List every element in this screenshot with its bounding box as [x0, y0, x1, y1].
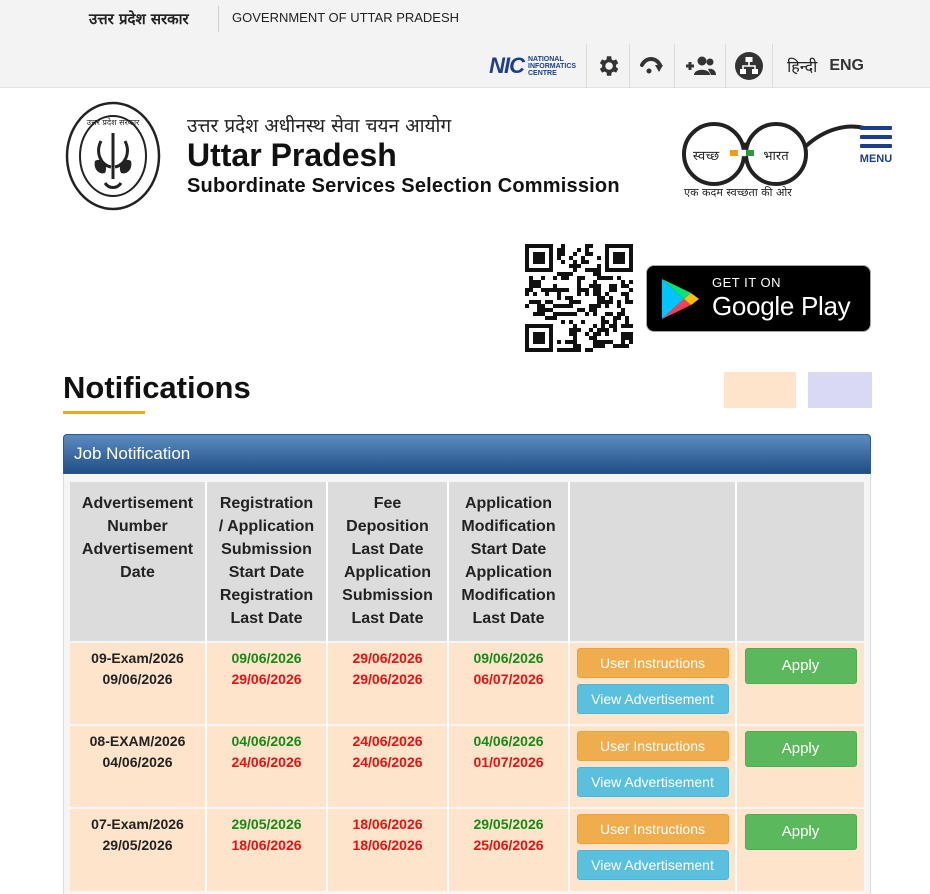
commission-subtitle: Subordinate Services Selection Commission: [187, 175, 620, 197]
advertisement-cell: 09-Exam/2026 09/06/2026: [70, 642, 206, 725]
language-switch: [772, 44, 878, 88]
registration-dates-cell: 04/06/2026 24/06/2026: [206, 725, 327, 808]
gear-icon: [595, 53, 621, 79]
registration-dates-cell: 29/05/2026 18/06/2026: [206, 808, 327, 891]
fee-dates-cell: 18/06/2026 18/06/2026: [327, 808, 448, 891]
column-header-advertisement: Advertisement Number Advertisement Date: [70, 482, 206, 642]
google-play-big-text: Google Play: [712, 291, 851, 321]
apply-button[interactable]: Apply: [745, 814, 857, 850]
svg-text:एक कदम स्वच्छता की ओर: एक कदम स्वच्छता की ओर: [684, 186, 792, 199]
column-header-modification: Application Modification Start Date Application Modification Last Date: [448, 482, 569, 642]
apply-cell: [736, 642, 864, 725]
user-instructions-button[interactable]: User Instructions: [577, 814, 729, 844]
government-name-english: GOVERNMENT OF UTTAR PRADESH: [232, 10, 460, 25]
nic-logo-mark: NIC: [489, 53, 524, 78]
skip-to-content-icon: [638, 53, 666, 79]
user-instructions-button[interactable]: User Instructions: [577, 648, 729, 678]
svg-text:स्वच्छ: स्वच्छ: [692, 149, 720, 164]
language-english-link[interactable]: ENG: [829, 57, 864, 74]
menu-button[interactable]: [856, 126, 896, 172]
column-header-fee-deposition: Fee Deposition Last Date Application Submission Last Date: [327, 482, 448, 642]
job-notification-panel-header: Job Notification: [63, 434, 871, 474]
google-play-small-text: GET IT ON: [712, 275, 782, 290]
language-hindi-link[interactable]: हिन्दी: [787, 57, 818, 76]
job-notification-table: [70, 482, 864, 891]
view-advertisement-button[interactable]: View Advertisement: [577, 850, 729, 880]
skip-to-content-button[interactable]: [629, 44, 674, 88]
table-header-row: [70, 482, 864, 642]
actions-cell: [569, 808, 736, 891]
government-name-hindi: उत्तर प्रदेश सरकार: [89, 10, 189, 28]
registration-dates-cell: 09/06/2026 29/06/2026: [206, 642, 327, 725]
table-row: [70, 725, 864, 808]
svg-text:भारत: भारत: [763, 149, 789, 164]
apply-cell: [736, 725, 864, 808]
add-user-icon: [683, 53, 717, 79]
google-play-icon: [660, 277, 700, 321]
nic-logo[interactable]: [481, 44, 586, 88]
actions-cell: [569, 725, 736, 808]
user-instructions-button[interactable]: User Instructions: [577, 731, 729, 761]
advertisement-cell: 07-Exam/2026 29/05/2026: [70, 808, 206, 891]
apply-button[interactable]: Apply: [745, 648, 857, 684]
commission-title: Uttar Pradesh: [187, 137, 397, 173]
actions-cell: [569, 642, 736, 725]
settings-button[interactable]: [586, 44, 629, 88]
modification-dates-cell: 04/06/2026 01/07/2026: [448, 725, 569, 808]
heading-underline: [63, 411, 145, 414]
add-user-button[interactable]: [674, 44, 725, 88]
advertisement-cell: 08-EXAM/2026 04/06/2026: [70, 725, 206, 808]
legend-swatch-open: [724, 372, 796, 408]
hamburger-icon: [856, 126, 896, 148]
column-header-registration: Registration / Application Submission Start Date Registration Last Date: [206, 482, 327, 642]
swachh-bharat-logo: [676, 114, 866, 204]
divider: [218, 6, 219, 32]
view-advertisement-button[interactable]: View Advertisement: [577, 684, 729, 714]
up-state-emblem[interactable]: [65, 101, 161, 211]
google-play-badge[interactable]: [646, 265, 871, 332]
emblem-text: उत्तर प्रदेश सरकार: [86, 118, 140, 127]
nic-logo-text: NATIONAL INFORMATICS CENTRE: [528, 55, 577, 77]
fee-dates-cell: 24/06/2026 24/06/2026: [327, 725, 448, 808]
table-row: [70, 808, 864, 891]
commission-name-hindi: उत्तर प्रदेश अधीनस्थ सेवा चयन आयोग: [187, 115, 452, 137]
column-header-actions: [569, 482, 736, 642]
app-download-qr-code: [525, 244, 633, 352]
apply-button[interactable]: Apply: [745, 731, 857, 767]
legend-swatch-other: [808, 372, 872, 408]
government-top-bar: [0, 0, 930, 88]
accessibility-toolbar: [481, 44, 878, 88]
sitemap-icon: [734, 51, 764, 81]
fee-dates-cell: 29/06/2026 29/06/2026: [327, 642, 448, 725]
view-advertisement-button[interactable]: View Advertisement: [577, 767, 729, 797]
apply-cell: [736, 808, 864, 891]
modification-dates-cell: 29/05/2026 25/06/2026: [448, 808, 569, 891]
sitemap-button[interactable]: [725, 44, 772, 88]
menu-label: MENU: [859, 153, 893, 165]
modification-dates-cell: 09/06/2026 06/07/2026: [448, 642, 569, 725]
notifications-heading: Notifications: [63, 370, 251, 405]
column-header-apply: [736, 482, 864, 642]
table-row: [70, 642, 864, 725]
